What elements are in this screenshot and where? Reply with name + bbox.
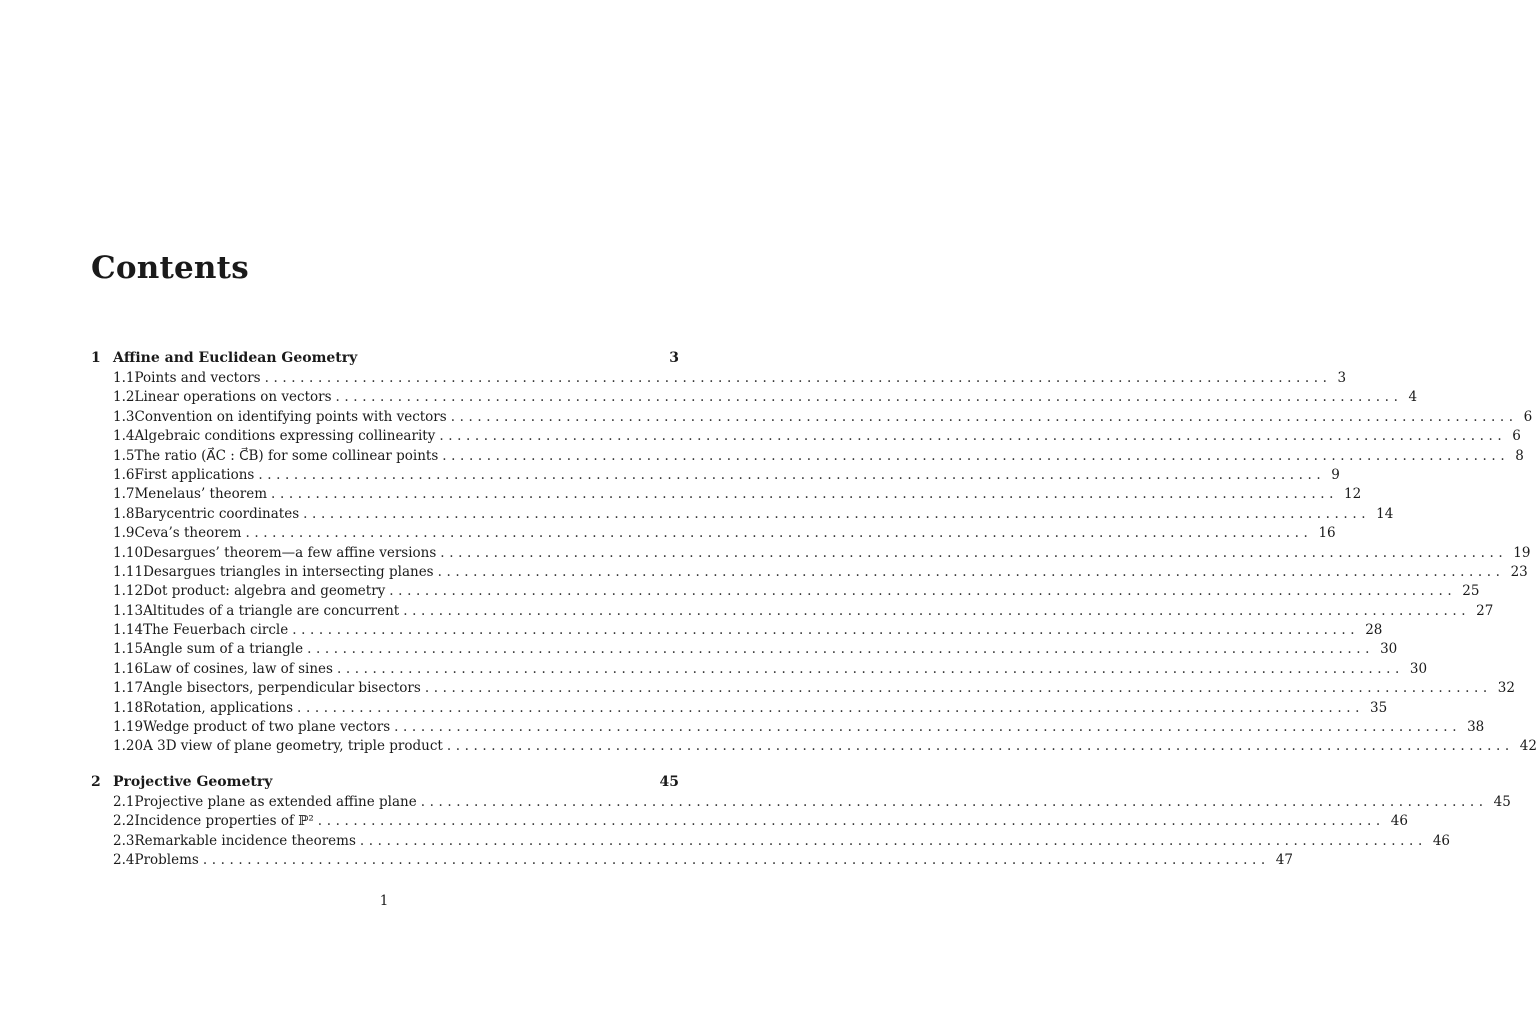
page-title: Contents bbox=[91, 250, 249, 286]
section-entry[interactable] bbox=[91, 563, 1528, 583]
dot-leader: ........................................................................................................................ bbox=[202, 851, 1270, 868]
section-page: 46 bbox=[1432, 832, 1451, 849]
section-entry[interactable] bbox=[91, 466, 1340, 486]
section-number: 1.15 bbox=[113, 641, 144, 658]
dot-leader: ........................................................................................................................ bbox=[450, 408, 1518, 425]
section-title: Algebraic conditions expressing collinearity bbox=[134, 428, 436, 445]
section-entry[interactable] bbox=[91, 428, 1521, 447]
section-number: 1.13 bbox=[113, 602, 144, 619]
section-entry[interactable] bbox=[91, 389, 1418, 408]
section-number: 2.4 bbox=[113, 851, 135, 868]
section-entry[interactable] bbox=[91, 505, 1394, 525]
section-number: 1.10 bbox=[113, 544, 144, 561]
section-number: 2.2 bbox=[113, 813, 135, 830]
chapter-number: 2 bbox=[91, 773, 101, 790]
section-title: The Feuerbach circle bbox=[143, 622, 289, 639]
section-page: 32 bbox=[1497, 680, 1515, 697]
section-number: 1.6 bbox=[113, 466, 135, 483]
section-page: 30 bbox=[1409, 660, 1428, 677]
section-title: Projective plane as extended affine plane bbox=[134, 793, 417, 810]
section-number: 1.4 bbox=[113, 428, 135, 445]
section-title: A 3D view of plane geometry, triple product bbox=[143, 738, 443, 755]
section-number: 2.3 bbox=[113, 832, 135, 849]
section-page: 14 bbox=[1376, 505, 1394, 522]
section-title: Desargues triangles in intersecting planes bbox=[143, 563, 434, 580]
section-title: Rotation, applications bbox=[143, 699, 294, 716]
dot-leader: ........................................................................................................................ bbox=[307, 641, 1375, 658]
section-number: 1.3 bbox=[113, 408, 135, 425]
section-title: Convention on identifying points with vectors bbox=[134, 408, 447, 425]
section-page: 28 bbox=[1365, 622, 1383, 639]
section-title: Altitudes of a triangle are concurrent bbox=[143, 602, 400, 619]
dot-leader: ........................................................................................................................ bbox=[442, 447, 1510, 464]
section-number: 1.14 bbox=[113, 622, 144, 639]
section-page: 12 bbox=[1344, 486, 1362, 503]
section-number: 1.17 bbox=[113, 680, 144, 697]
dot-leader: ........................................................................................................................ bbox=[439, 428, 1507, 445]
section-title: Law of cosines, law of sines bbox=[143, 660, 333, 677]
section-page: 38 bbox=[1467, 719, 1485, 736]
chapter-title: Affine and Euclidean Geometry bbox=[113, 350, 358, 366]
section-title: Problems bbox=[134, 851, 199, 868]
section-title: Dot product: algebra and geometry bbox=[143, 583, 386, 600]
section-entry[interactable] bbox=[91, 793, 1511, 813]
section-number: 1.20 bbox=[113, 738, 144, 755]
dot-leader: ........................................................................................................................ bbox=[420, 793, 1488, 810]
dot-leader: ........................................................................................................................ bbox=[389, 583, 1457, 600]
section-page: 42 bbox=[1519, 738, 1537, 755]
dot-leader: ........................................................................................................................ bbox=[446, 738, 1514, 755]
section-entry[interactable] bbox=[91, 641, 1398, 660]
dot-leader: ........................................................................................................................ bbox=[403, 602, 1471, 619]
section-entry[interactable] bbox=[91, 719, 1485, 738]
section-entry[interactable] bbox=[91, 602, 1494, 622]
chapter-page: 3 bbox=[669, 350, 679, 366]
section-number: 1.2 bbox=[113, 389, 135, 406]
section-page: 16 bbox=[1318, 525, 1336, 542]
dot-leader: ........................................................................................................................ bbox=[292, 622, 1360, 639]
section-entry[interactable] bbox=[91, 544, 1531, 564]
chapter-entry[interactable] bbox=[91, 774, 679, 794]
section-number: 1.1 bbox=[113, 370, 135, 386]
section-page: 47 bbox=[1275, 851, 1293, 868]
dot-leader: ........................................................................................................................ bbox=[336, 660, 1404, 677]
chapter-spacer bbox=[91, 758, 679, 774]
section-entry[interactable] bbox=[91, 486, 1362, 505]
section-number: 1.16 bbox=[113, 660, 144, 677]
section-title: Incidence properties of ℙ² bbox=[134, 813, 314, 830]
section-entry[interactable] bbox=[91, 660, 1428, 680]
section-number: 1.7 bbox=[113, 486, 135, 503]
section-title: Remarkable incidence theorems bbox=[134, 832, 356, 849]
section-page: 6 bbox=[1523, 408, 1533, 425]
chapter-number: 1 bbox=[91, 350, 101, 366]
dot-leader: ........................................................................................................................ bbox=[245, 525, 1313, 542]
section-page: 3 bbox=[1337, 370, 1347, 386]
section-entry[interactable] bbox=[91, 738, 1537, 757]
section-title: Wedge product of two plane vectors bbox=[143, 719, 391, 736]
section-page: 19 bbox=[1513, 544, 1531, 561]
section-title: Linear operations on vectors bbox=[134, 389, 332, 406]
dot-leader: ........................................................................................................................ bbox=[437, 563, 1505, 580]
section-title: Menelaus’ theorem bbox=[134, 486, 268, 503]
section-page: 8 bbox=[1515, 447, 1524, 464]
section-page: 4 bbox=[1408, 389, 1418, 406]
section-page: 9 bbox=[1331, 466, 1340, 483]
section-title: Points and vectors bbox=[134, 370, 261, 386]
section-number: 1.8 bbox=[113, 505, 135, 522]
dot-leader: ........................................................................................................................ bbox=[424, 680, 1492, 697]
section-entry[interactable] bbox=[91, 370, 1347, 389]
section-number: 1.12 bbox=[113, 583, 144, 600]
section-number: 1.11 bbox=[113, 563, 144, 580]
section-title: Ceva’s theorem bbox=[134, 525, 242, 542]
chapter-entry[interactable] bbox=[91, 350, 679, 370]
section-entry[interactable] bbox=[91, 699, 1388, 719]
chapter-title: Projective Geometry bbox=[113, 773, 273, 790]
section-page: 35 bbox=[1370, 699, 1388, 716]
dot-leader: ........................................................................................................................ bbox=[440, 544, 1508, 561]
table-of-contents bbox=[91, 350, 1537, 871]
section-entry[interactable] bbox=[91, 680, 1515, 699]
dot-leader: ........................................................................................................................ bbox=[271, 486, 1338, 503]
section-entry[interactable] bbox=[91, 851, 1293, 871]
section-entry[interactable] bbox=[91, 583, 1480, 602]
section-page: 25 bbox=[1462, 583, 1480, 600]
section-page: 6 bbox=[1512, 428, 1521, 445]
section-number: 1.19 bbox=[113, 719, 144, 736]
section-entry[interactable] bbox=[91, 832, 1451, 852]
chapter-page: 45 bbox=[659, 773, 679, 790]
section-page: 23 bbox=[1510, 563, 1528, 580]
section-title: Angle sum of a triangle bbox=[143, 641, 304, 658]
dot-leader: ........................................................................................................................ bbox=[297, 699, 1364, 716]
section-number: 1.5 bbox=[113, 447, 135, 464]
section-number: 2.1 bbox=[113, 793, 135, 810]
dot-leader: ........................................................................................................................ bbox=[335, 389, 1403, 406]
dot-leader: ........................................................................................................................ bbox=[258, 466, 1326, 483]
section-page: 30 bbox=[1380, 641, 1398, 658]
section-entry[interactable] bbox=[91, 447, 1524, 467]
section-title: Desargues’ theorem—a few affine versions bbox=[143, 544, 437, 561]
dot-leader: ........................................................................................................................ bbox=[394, 719, 1462, 736]
section-number: 1.18 bbox=[113, 699, 144, 716]
section-title: Barycentric coordinates bbox=[134, 505, 300, 522]
dot-leader: ........................................................................................................................ bbox=[359, 832, 1427, 849]
section-entry[interactable] bbox=[91, 408, 1533, 428]
section-entry[interactable] bbox=[91, 525, 1336, 544]
dot-leader: ........................................................................................................................ bbox=[264, 370, 1332, 386]
section-number: 1.9 bbox=[113, 525, 135, 542]
page-number: 1 bbox=[379, 893, 389, 909]
section-page: 27 bbox=[1476, 602, 1494, 619]
section-page: 45 bbox=[1493, 793, 1511, 810]
section-entry[interactable] bbox=[91, 813, 1408, 832]
section-page: 46 bbox=[1390, 813, 1408, 830]
dot-leader: ........................................................................................................................ bbox=[303, 505, 1371, 522]
dot-leader: ........................................................................................................................ bbox=[317, 813, 1385, 830]
section-title: The ratio (A⃗C : C⃗B) for some collinear points bbox=[134, 447, 439, 464]
section-title: Angle bisectors, perpendicular bisectors bbox=[143, 680, 421, 697]
section-entry[interactable] bbox=[91, 622, 1383, 641]
section-title: First applications bbox=[134, 466, 255, 483]
